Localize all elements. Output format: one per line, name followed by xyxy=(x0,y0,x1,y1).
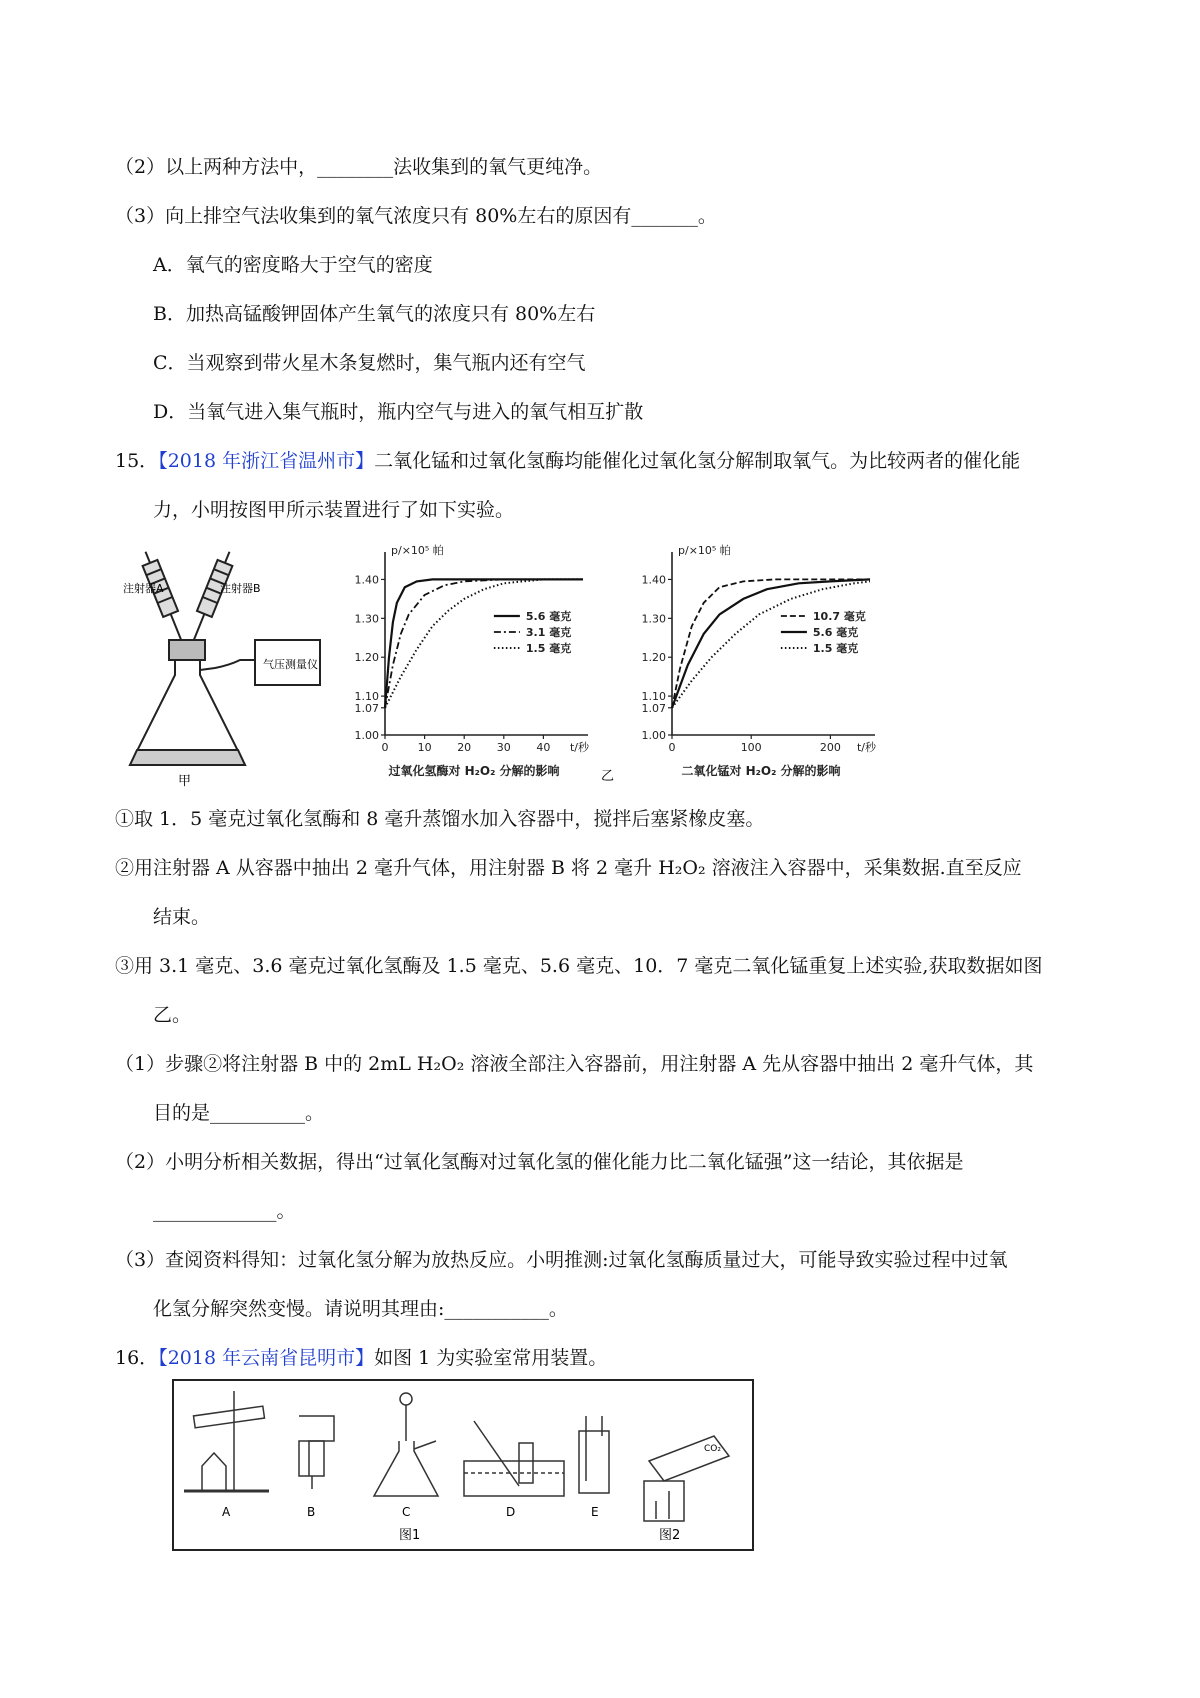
legend-label: 1.5 毫克 xyxy=(812,642,859,655)
figure-jia-yi xyxy=(115,540,953,790)
q14-part2: （2）以上两种方法中，________法收集到的氧气更纯净。 xyxy=(115,156,603,178)
option-a: A．氧气的密度略大于空气的密度 xyxy=(153,254,433,276)
y-tick-label: 1.20 xyxy=(641,651,666,665)
q15-text: 二氧化锰和过氧化氢酶均能催化过氧化氢分解制取氧气。为比较两者的催化能 xyxy=(374,450,1021,472)
sub-question-1-cont: 目的是__________。 xyxy=(153,1102,325,1124)
label-co2: CO₂ xyxy=(704,1444,721,1454)
option-b: B．加热高锰酸钾固体产生氧气的浓度只有 80%左右 xyxy=(153,303,596,325)
syringe-a-label: 注射器A xyxy=(123,582,164,595)
caption-figure-1: 图1 xyxy=(399,1528,421,1543)
x-tick-label: 0 xyxy=(668,741,676,754)
label-b: B xyxy=(307,1505,316,1519)
y-tick-label: 1.20 xyxy=(354,651,379,665)
caption-figure-2: 图2 xyxy=(659,1528,681,1543)
chart-enzyme xyxy=(333,540,598,790)
label-d: D xyxy=(506,1505,516,1519)
y-tick-label: 1.40 xyxy=(354,573,379,587)
sub-question-3: （3）查阅资料得知：过氧化氢分解为放热反应。小明推测:过氧化氢酶质量过大，可能导致实验过程中过氧 xyxy=(115,1249,1008,1271)
y-tick-label: 1.07 xyxy=(354,701,379,715)
q14-part3: （3）向上排空气法收集到的氧气浓度只有 80%左右的原因有_______。 xyxy=(115,205,717,227)
y-tick-label: 1.07 xyxy=(641,701,666,715)
y-tick-label: 1.30 xyxy=(641,612,666,626)
legend-label: 3.1 毫克 xyxy=(525,626,572,639)
caption-yi-wrap xyxy=(597,760,627,790)
legend-label: 5.6 毫克 xyxy=(812,626,859,639)
apparatus-diagram xyxy=(115,540,335,790)
step-1: ①取 1．5 毫克过氧化氢酶和 8 毫升蒸馏水加入容器中，搅拌后塞紧橡皮塞。 xyxy=(115,808,765,830)
q15-number: 15． xyxy=(115,450,159,472)
chart-title: 过氧化氢酶对 H₂O₂ 分解的影响 xyxy=(388,764,560,778)
q16-text: 如图 1 为实验室常用装置。 xyxy=(374,1347,608,1369)
y-tick-label: 1.10 xyxy=(354,690,379,704)
meter-label: 气压测量仪 xyxy=(263,658,318,671)
chart-mno2 xyxy=(620,540,885,790)
x-tick-label: 100 xyxy=(740,741,762,754)
chart-title: 二氧化锰对 H₂O₂ 分解的影响 xyxy=(681,764,841,778)
step-3-cont: 乙。 xyxy=(153,1004,192,1026)
y-tick-label: 1.30 xyxy=(354,612,379,626)
caption-jia: 甲 xyxy=(178,774,192,789)
sub-question-2: （2）小明分析相关数据，得出“过氧化氢酶对过氧化氢的催化能力比二氧化锰强”这一结论，其依据是 xyxy=(115,1151,964,1173)
legend-label: 10.7 毫克 xyxy=(812,610,866,623)
label-e: E xyxy=(591,1505,599,1519)
sub-question-2-cont: _____________。 xyxy=(153,1200,296,1222)
y-tick-label: 1.00 xyxy=(641,729,666,742)
q15-text-cont: 力，小明按图甲所示装置进行了如下实验。 xyxy=(153,499,515,521)
legend-label: 1.5 毫克 xyxy=(525,642,572,655)
figure-1-apparatus xyxy=(172,1379,754,1551)
caption-yi: 乙 xyxy=(601,769,615,784)
q16-source: 【2018 年云南省昆明市】 xyxy=(158,1347,375,1369)
q15-header xyxy=(115,448,1020,474)
lab-apparatus-drawing xyxy=(174,1381,752,1549)
y-tick-label: 1.40 xyxy=(641,573,666,587)
step-3: ③用 3.1 毫克、3.6 毫克过氧化氢酶及 1.5 毫克、5.6 毫克、10．7 毫克二氧化锰重复上述实验,获取数据如图 xyxy=(115,955,1043,977)
sub-question-3-cont: 化氢分解突然变慢。请说明其理由:___________。 xyxy=(153,1298,568,1320)
step-2: ②用注射器 A 从容器中抽出 2 毫升气体，用注射器 B 将 2 毫升 H₂O₂ 溶液注入容器中，采集数据.直至反应 xyxy=(115,857,1022,879)
syringe-b-label: 注射器B xyxy=(220,582,261,595)
x-axis-label: t/秒 xyxy=(569,741,589,754)
label-c: C xyxy=(402,1505,411,1519)
y-tick-label: 1.00 xyxy=(354,729,379,742)
figure-labels xyxy=(222,1444,721,1543)
option-d: D．当氧气进入集气瓶时，瓶内空气与进入的氧气相互扩散 xyxy=(153,401,644,423)
option-c: C．当观察到带火星木条复燃时，集气瓶内还有空气 xyxy=(153,352,586,374)
x-tick-label: 10 xyxy=(417,741,432,754)
x-tick-label: 20 xyxy=(457,741,472,754)
q16-header xyxy=(115,1345,607,1371)
x-tick-label: 0 xyxy=(381,741,389,754)
x-axis-label: t/秒 xyxy=(856,741,876,754)
q15-source: 【2018 年浙江省温州市】 xyxy=(158,450,375,472)
label-a: A xyxy=(222,1505,231,1519)
y-axis-label: p/×10⁵ 帕 xyxy=(678,544,731,557)
y-axis-label: p/×10⁵ 帕 xyxy=(391,544,444,557)
q16-number: 16． xyxy=(115,1347,159,1369)
x-tick-label: 40 xyxy=(536,741,551,754)
step-2-cont: 结束。 xyxy=(153,906,211,928)
x-tick-label: 30 xyxy=(496,741,511,754)
x-tick-label: 200 xyxy=(819,741,841,754)
y-tick-label: 1.10 xyxy=(641,690,666,704)
legend-label: 5.6 毫克 xyxy=(525,610,572,623)
sub-question-1: （1）步骤②将注射器 B 中的 2mL H₂O₂ 溶液全部注入容器前，用注射器 A 先从容器中抽出 2 毫升气体，其 xyxy=(115,1053,1034,1075)
